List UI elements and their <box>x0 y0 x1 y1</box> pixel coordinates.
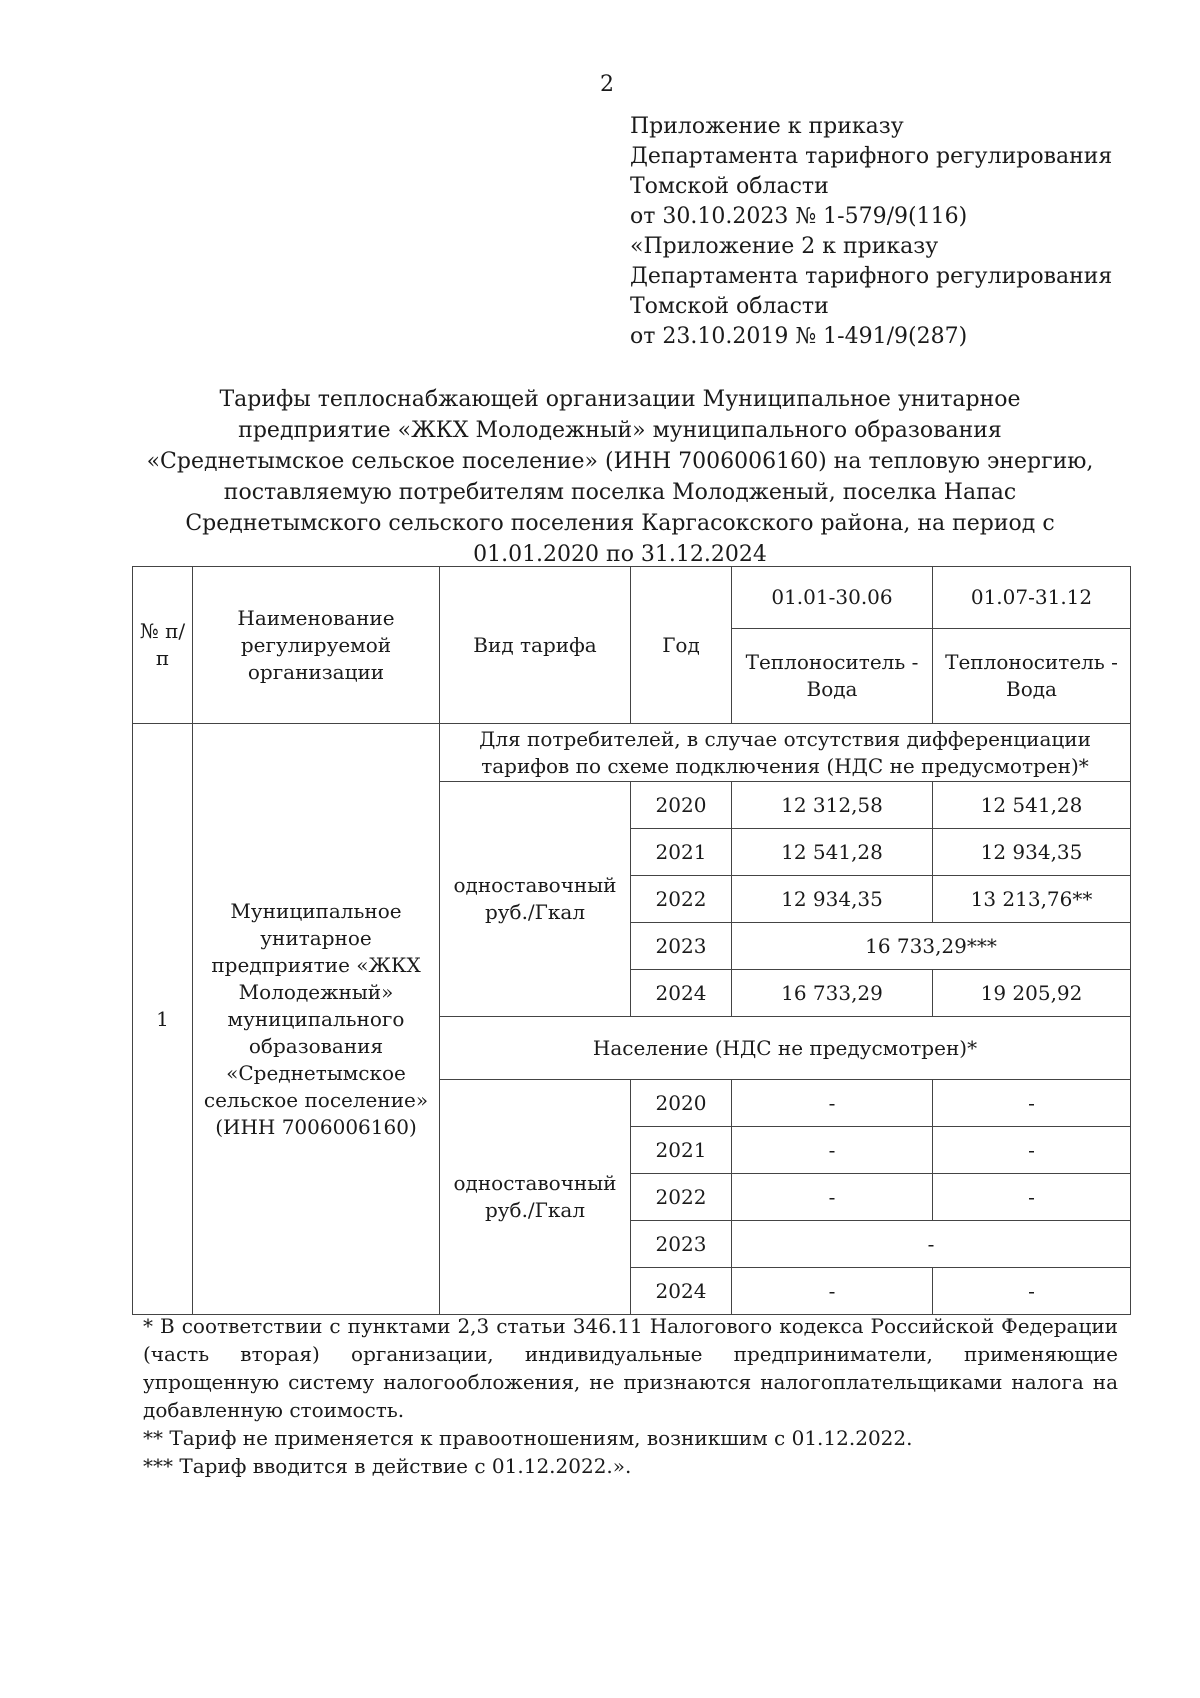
year-cell: 2021 <box>631 1127 732 1174</box>
year-cell: 2022 <box>631 1174 732 1221</box>
section-title-consumers: Для потребителей, в случае отсутствия дифференциации тарифов по схеме подключения (НДС не предусмотрен)* <box>440 724 1131 782</box>
tariff-value: - <box>933 1174 1131 1221</box>
appendix-block <box>630 112 1170 352</box>
header-organization: Наименование регулируемой организации <box>193 567 440 724</box>
header-tariff-type: Вид тарифа <box>440 567 631 724</box>
footnote-vat: * В соответствии с пунктами 2,3 статьи 346.11 Налогового кодекса Российской Федерации (часть вторая) организации, индивидуальные предприниматели, применяющие упрощенную систему налогообложения, не признаются налогоплательщиками налога на добавленную стоимость. <box>143 1314 1118 1422</box>
tariff-value-merged: 16 733,29*** <box>732 923 1131 970</box>
tariff-value: - <box>732 1268 933 1315</box>
appendix-line: Департамента тарифного регулирования <box>630 144 1113 169</box>
document-title: Тарифы теплоснабжающей организации Муниципальное унитарное предприятие «ЖКХ Молодежный» муниципального образования «Среднетымское сельское поселение» (ИНН 7006006160) на тепловую энергию, поставляемую потребителям поселка Молодженый, поселка Напас Среднетымского сельского поселения Каргасокского района, на период с 01.01.2020 по 31.12.2024 <box>146 387 1094 567</box>
year-cell: 2023 <box>631 1221 732 1268</box>
footnote-effective: *** Тариф вводится в действие с 01.12.2022.». <box>143 1454 632 1478</box>
tariff-value: 19 205,92 <box>933 970 1131 1017</box>
header-period-first-half: 01.01-30.06 <box>732 567 933 629</box>
header-carrier-second-half: Теплоноситель - Вода <box>933 629 1131 724</box>
appendix-line: Приложение к приказу <box>630 114 904 139</box>
appendix-line: Томской области <box>630 294 829 319</box>
year-cell: 2024 <box>631 1268 732 1315</box>
section-title-population: Население (НДС не предусмотрен)* <box>440 1017 1131 1080</box>
header-period-second-half: 01.07-31.12 <box>933 567 1131 629</box>
tariff-value: - <box>933 1080 1131 1127</box>
tariff-type-cell: одноставочный руб./Гкал <box>440 1080 631 1315</box>
header-number: № п/п <box>133 567 193 724</box>
tariff-value: 12 541,28 <box>732 829 933 876</box>
year-cell: 2021 <box>631 829 732 876</box>
page-number: 2 <box>600 72 614 97</box>
year-cell: 2023 <box>631 923 732 970</box>
tariff-type-cell: одноставочный руб./Гкал <box>440 782 631 1017</box>
tariff-value: - <box>732 1174 933 1221</box>
appendix-line: Департамента тарифного регулирования <box>630 264 1113 289</box>
header-carrier-first-half: Теплоноситель - Вода <box>732 629 933 724</box>
appendix-line: Томской области <box>630 174 829 199</box>
tariff-value: 12 541,28 <box>933 782 1131 829</box>
tariff-value: - <box>933 1268 1131 1315</box>
header-year: Год <box>631 567 732 724</box>
tariff-value: - <box>732 1127 933 1174</box>
year-cell: 2020 <box>631 1080 732 1127</box>
year-cell: 2020 <box>631 782 732 829</box>
tariff-value: 13 213,76** <box>933 876 1131 923</box>
year-cell: 2022 <box>631 876 732 923</box>
footnotes <box>143 1312 1118 1480</box>
row-number: 1 <box>133 724 193 1315</box>
year-cell: 2024 <box>631 970 732 1017</box>
tariff-value: 12 934,35 <box>732 876 933 923</box>
tariff-table <box>132 566 1131 1315</box>
appendix-line: «Приложение 2 к приказу <box>630 234 939 259</box>
tariff-value: 16 733,29 <box>732 970 933 1017</box>
appendix-line: от 23.10.2019 № 1-491/9(287) <box>630 324 968 349</box>
tariff-value: - <box>732 1080 933 1127</box>
tariff-value-merged: - <box>732 1221 1131 1268</box>
organization-name: Муниципальное унитарное предприятие «ЖКХ Молодежный» муниципального образования «Среднетымское сельское поселение» (ИНН 7006006160) <box>193 724 440 1315</box>
appendix-line: от 30.10.2023 № 1-579/9(116) <box>630 204 968 229</box>
footnote-not-applied: ** Тариф не применяется к правоотношениям, возникшим с 01.12.2022. <box>143 1426 913 1450</box>
tariff-value: 12 934,35 <box>933 829 1131 876</box>
tariff-value: - <box>933 1127 1131 1174</box>
tariff-value: 12 312,58 <box>732 782 933 829</box>
